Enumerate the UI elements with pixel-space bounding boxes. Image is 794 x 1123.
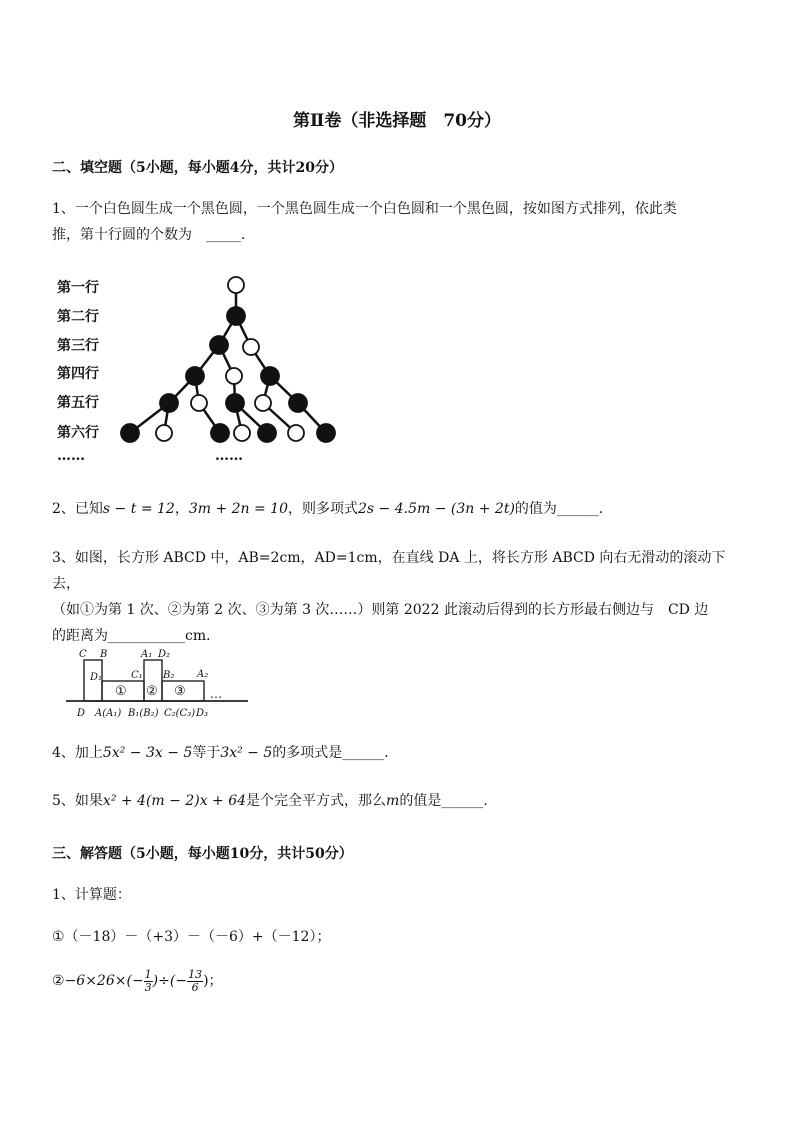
question-5-mid: 是个完全平方式，那么 <box>246 793 387 809</box>
black-circle <box>226 394 244 412</box>
equation-m-n: 3m + 2n = 10 <box>188 501 288 517</box>
problem-1-item-2 <box>52 966 742 996</box>
question-4-prefix: 4、加上 <box>52 745 103 761</box>
fraction-2-numerator: 13 <box>188 967 203 981</box>
question-4-suffix: 的多项式是______． <box>272 745 399 761</box>
question-5-suffix: 的值是______． <box>399 793 498 809</box>
question-1-line2: 推，第十行圆的个数为 _____． <box>52 227 255 243</box>
black-circle <box>211 424 229 442</box>
question-5-prefix: 5、如果 <box>52 793 103 809</box>
row-label-3: 第三行 <box>57 338 99 354</box>
black-circle <box>227 307 245 325</box>
tree-ellipsis: …… <box>215 448 243 464</box>
question-2-mid: ，则多项式 <box>288 501 358 517</box>
question-3 <box>52 545 742 649</box>
question-5 <box>52 788 742 814</box>
problem-1-item-1: ①（－18）－（+3）－（－6）+（－12）； <box>52 929 331 945</box>
white-circle <box>288 425 304 441</box>
question-2-prefix: 2、已知 <box>52 501 103 517</box>
question-1-line1: 1、一个白色圆生成一个黑色圆，一个黑色圆生成一个白色圆和一个黑色圆，按如图方式排列，依此类 <box>52 201 677 217</box>
question-2 <box>52 496 742 522</box>
item-2-expression-start: −6×26×(− <box>64 973 144 989</box>
equation-s-t: s − t = 12 <box>102 501 175 517</box>
label-d2: D₂ <box>158 649 171 660</box>
section-solve-heading: 三、解答题（5小题，每小题10分，共计50分） <box>52 846 353 862</box>
row-label-6: 第六行 <box>57 425 99 441</box>
question-3-line3: 的距离为___________cm． <box>52 628 221 644</box>
rolling-rectangle-figure <box>62 640 252 722</box>
item-2-expression-mid: )÷(− <box>152 973 188 989</box>
polynomial-1: 5x² − 3x − 5 <box>102 745 193 761</box>
black-circle <box>261 367 279 385</box>
variable-m: m <box>386 793 400 809</box>
white-circle <box>228 277 244 293</box>
black-circle <box>186 367 204 385</box>
label-c2-c3: C₂(C₃) <box>164 708 196 719</box>
black-circle <box>258 424 276 442</box>
question-2-separator: ， <box>174 501 189 517</box>
fraction-1-3 <box>144 969 153 994</box>
label-d1: D₁ <box>90 672 103 683</box>
label-c: C <box>79 649 87 660</box>
polynomial-2: 3x² − 5 <box>220 745 273 761</box>
question-2-suffix: 的值为______． <box>514 501 613 517</box>
item-2-marker: ② <box>52 973 65 989</box>
question-4-mid: 等于 <box>192 745 221 761</box>
circled-1: ① <box>115 684 127 699</box>
black-circle <box>289 394 307 412</box>
fraction-13-6 <box>187 969 203 994</box>
label-a2: A₂ <box>197 669 209 680</box>
label-a1: A₁ <box>141 649 153 660</box>
label-b1-b2: B₁(B₂) <box>128 708 159 719</box>
item-2-suffix: )； <box>203 973 223 989</box>
circled-2: ② <box>146 684 158 699</box>
black-circle <box>317 424 335 442</box>
quadratic-expression: x² + 4(m − 2)x + 64 <box>102 793 247 809</box>
circle-tree-diagram <box>110 270 360 450</box>
row-label-2: 第二行 <box>57 309 99 325</box>
white-circle <box>255 395 271 411</box>
tree-nodes <box>121 277 335 442</box>
row-label-1: 第一行 <box>57 280 99 296</box>
section-fill-in-heading: 二、填空题（5小题，每小题4分，共计20分） <box>52 160 343 176</box>
white-circle <box>234 425 250 441</box>
label-c1: C₁ <box>131 670 143 681</box>
label-b2: B₂ <box>163 670 175 681</box>
circled-3: ③ <box>174 684 186 699</box>
fraction-1-denominator: 3 <box>144 980 152 994</box>
question-4 <box>52 740 742 766</box>
row-label-ellipsis: …… <box>57 448 85 464</box>
row-label-5: 第五行 <box>57 395 99 411</box>
black-circle <box>121 424 139 442</box>
row-label-4: 第四行 <box>57 366 99 382</box>
white-circle <box>226 368 242 384</box>
polynomial-expression: 2s − 4.5m − (3n + 2t) <box>358 501 515 517</box>
question-3-line1: 3、如图，长方形 ABCD 中，AB=2cm，AD=1cm，在直线 DA 上，将长方形 ABCD 向右无滑动的滚动下去， <box>52 550 726 592</box>
label-a-a1: A(A₁) <box>95 708 122 719</box>
problem-1-intro: 1、计算题： <box>52 887 131 903</box>
label-b: B <box>100 649 108 660</box>
page-title: 第Ⅱ卷（非选择题 70分） <box>293 111 501 131</box>
white-circle <box>243 339 259 355</box>
white-circle <box>156 425 172 441</box>
white-circle <box>191 395 207 411</box>
black-circle <box>210 336 228 354</box>
fraction-2-denominator: 6 <box>191 980 199 994</box>
question-1 <box>52 196 742 248</box>
label-d: D <box>77 708 86 719</box>
fraction-1-numerator: 1 <box>144 967 152 981</box>
black-circle <box>160 394 178 412</box>
figure-ellipsis: … <box>210 687 222 701</box>
label-d3: D₃ <box>196 708 209 719</box>
question-3-line2: （如①为第 1 次、②为第 2 次、③为第 3 次……）则第 2022 此滚动后得到的长方形最右侧边与 CD 边 <box>52 602 709 618</box>
